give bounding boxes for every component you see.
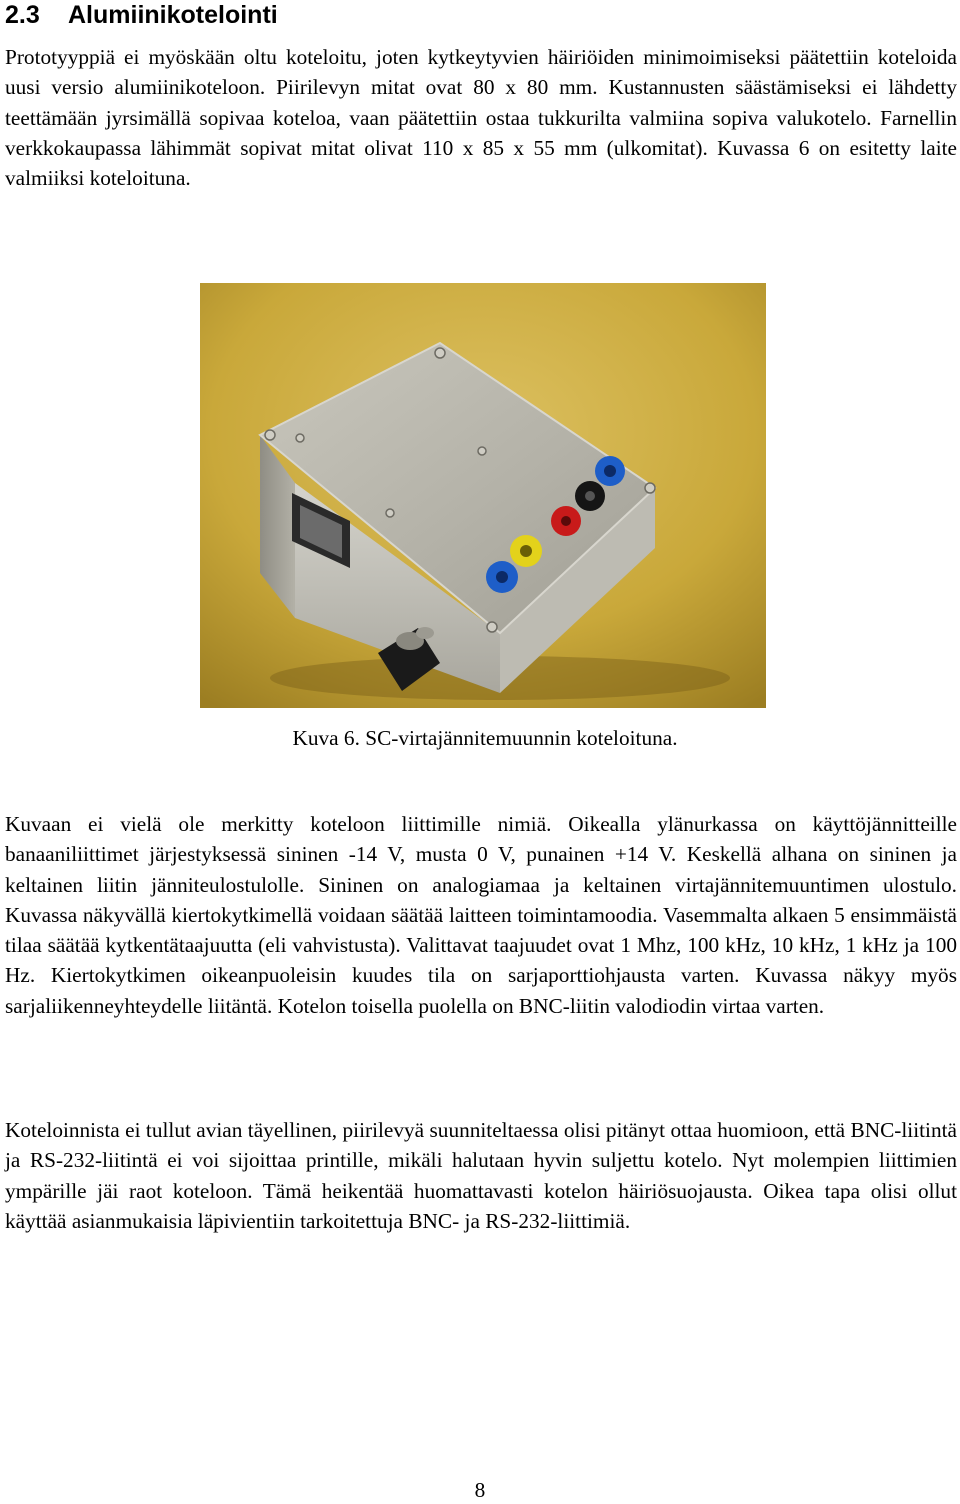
paragraph-intro: Prototyyppiä ei myöskään oltu koteloitu, joten kytkeytyvien häiriöiden minimoimiseksi päätettiin koteloida uusi versio alumiinikoteloon. Piirilevyn mitat ovat 80 x 80 mm. Kustannusten säästämiseksi ei lähdetty teettämään jyrsimällä sopivaa koteloa, vaan päätettiin ostaa tukkurilta valmiina sopiva valukotelo. Farnellin verkkokaupassa lähimmät sopivat mitat olivat 110 x 85 x 55 mm (ulkomitat). Kuvassa 6 on esitetty laite valmiiksi koteloituna. [5,45,957,191]
screw-icon [296,434,304,442]
section-title: Alumiinikotelointi [68,1,278,29]
paragraph-connectors: Kuvaan ei vielä ole merkitty koteloon liittimille nimiä. Oikealla ylänurkassa on käyttöjännitteille banaaniliittimet järjestyksessä sininen -14 V, musta 0 V, punainen +14 V. Keskellä alhana on sininen ja keltainen liitin jänniteulostulolle. Sininen on analogiamaa ja keltainen virtajännitemuuntimen ulostulo. Kuvassa näkyvällä kiertokytkimellä voidaan säätää laitteen toimintamoodia. Vasemmalta alkaen 5 ensimmäistä tilaa säätää kytkentätaajuutta (eli vahvistusta). Valittavat taajuudet ovat 1 Mhz, 100 kHz, 10 kHz, 1 kHz ja 100 Hz. Kiertokytkimen oikeanpuoleisin kuudes tila on sarjaporttiohjausta varten. Kuvassa näkyy myös sarjaliikenneyhteydelle liitäntä. Kotelon toisella puolella on BNC-liitin valodiodin virtaa varten. [5,812,957,1018]
page-number: 8 [474,1478,486,1502]
banana-connector-black-icon [575,481,605,511]
screw-icon [386,509,394,517]
section-number: 2.3 [5,1,40,29]
screw-icon [645,483,655,493]
banana-connector-red-icon [551,506,581,536]
banana-connector-yellow-icon [510,535,542,567]
figure-caption: Kuva 6. SC-virtajännitemuunnin koteloituna. [292,726,678,750]
screw-icon [435,348,445,358]
screw-icon [265,430,275,440]
screw-icon [478,447,486,455]
banana-connector-blue-icon [595,456,625,486]
enclosure-photo [200,283,766,708]
paragraph-conclusion: Koteloinnista ei tullut avian täyellinen, piirilevyä suunniteltaessa olisi pitänyt ottaa huomioon, että BNC-liitintä ja RS-232-liitintä ei voi sijoittaa printille, mikäli halutaan hyvin suljettu kotelo. Nyt molempien liittimien ympärille jäi raot koteloon. Tämä heikentää huomattavasti kotelon häiriösuojausta. Oikea tapa olisi ollut käyttää asianmukaisia läpivientiin tarkoitettuja BNC- ja RS-232-liittimiä. [5,1118,957,1233]
section-heading [5,0,278,30]
screw-icon [487,622,497,632]
banana-connector-blue-output-icon [486,561,518,593]
